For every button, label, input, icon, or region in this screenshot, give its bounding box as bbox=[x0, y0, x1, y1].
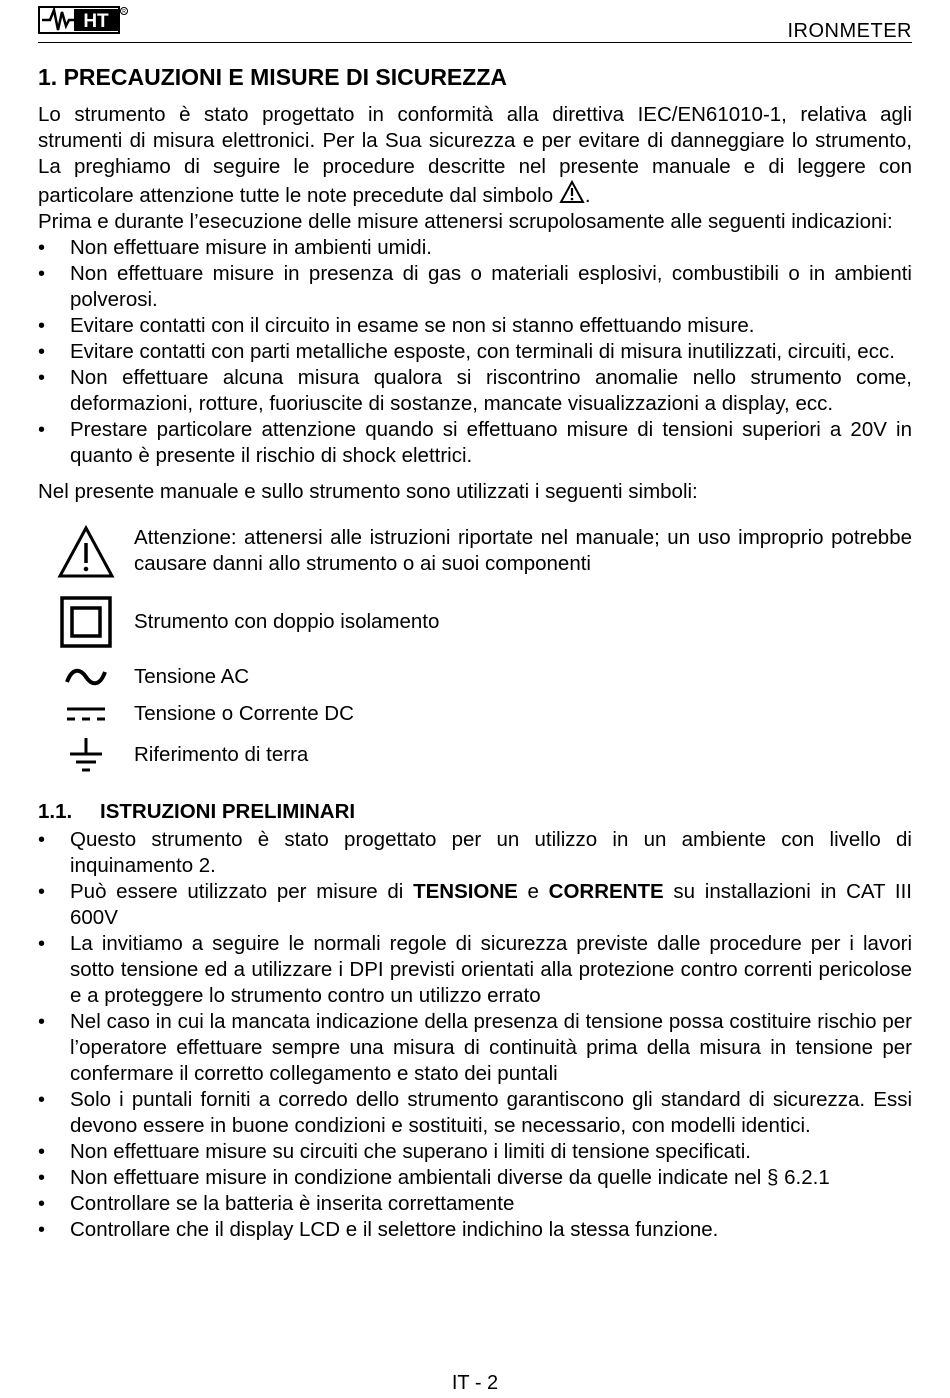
preliminary-bullet-list bbox=[38, 827, 912, 1243]
svg-text:HT: HT bbox=[83, 11, 109, 32]
symbol-cell bbox=[38, 705, 134, 723]
before-measure-paragraph: Prima e durante l’esecuzione delle misure attenersi scrupolosamente alle seguenti indicazioni: bbox=[38, 210, 893, 233]
svg-text:R: R bbox=[122, 9, 126, 15]
warning-triangle-icon bbox=[559, 180, 585, 204]
list-item: • Non effettuare misure in condizione ambientali diverse da quelle indicate nel § 6.2.1 bbox=[38, 1165, 912, 1191]
symbol-cell bbox=[38, 736, 134, 774]
safety-bullet-list bbox=[38, 235, 912, 469]
symbol-description: Riferimento di terra bbox=[134, 743, 309, 766]
symbol-row bbox=[38, 589, 912, 655]
symbol-cell bbox=[38, 665, 134, 689]
bold-term-current: CORRENTE bbox=[548, 880, 664, 903]
list-item: • Nel caso in cui la mancata indicazione della presenza di tensione possa costituire rischio per l’operatore effettuare sempre una misura di continuità prima della misura in tensione per confermare il corretto collegamento e stato dei puntali bbox=[38, 1009, 912, 1087]
list-item-text: Può essere utilizzato per misure di bbox=[70, 880, 414, 903]
symbols-intro: Nel presente manuale e sullo strumento sono utilizzati i seguenti simboli: bbox=[38, 480, 698, 503]
list-item: • Evitare contatti con parti metalliche esposte, con terminali di misura inutilizzati, circuiti, ecc. bbox=[38, 339, 912, 365]
list-item: • Non effettuare alcuna misura qualora si riscontrino anomalie nello strumento come, deformazioni, rotture, fuoriuscite di sostanze, mancate visualizzazioni a display, ecc. bbox=[38, 365, 912, 417]
symbol-description: Strumento con doppio isolamento bbox=[134, 610, 440, 633]
page-number: IT - 2 bbox=[451, 1372, 499, 1394]
double-insulation-icon bbox=[60, 596, 112, 648]
dc-voltage-icon bbox=[65, 705, 107, 723]
symbol-row bbox=[38, 525, 912, 589]
list-item: • Questo strumento è stato progettato per un utilizzo in un ambiente con livello di inquinamento 2. bbox=[38, 827, 912, 879]
page-content bbox=[38, 62, 912, 1243]
section-preliminary bbox=[38, 799, 912, 1243]
list-item: • Non effettuare misure in presenza di gas o materiali esplosivi, combustibili o in ambienti polverosi. bbox=[38, 261, 912, 313]
section-title: 1. PRECAUZIONI E MISURE DI SICUREZZA bbox=[38, 64, 507, 90]
symbol-cell bbox=[38, 525, 134, 579]
ac-voltage-icon bbox=[64, 665, 108, 689]
symbol-description: Tensione o Corrente DC bbox=[134, 702, 354, 725]
subsection-title: ISTRUZIONI PRELIMINARI bbox=[100, 800, 356, 823]
subsection-number: 1.1. bbox=[38, 800, 73, 823]
symbol-row bbox=[38, 659, 912, 695]
list-item-text: e bbox=[517, 880, 549, 903]
symbols-legend bbox=[38, 525, 912, 777]
symbol-description: Tensione AC bbox=[134, 665, 250, 688]
list-item: • Non effettuare misure su circuiti che superano i limiti di tensione specificati. bbox=[38, 1139, 912, 1165]
list-item: • Prestare particolare attenzione quando si effettuano misure di tensioni superiori a 20V in quanto è presente il rischio di shock elettrici. bbox=[38, 417, 912, 469]
subsection-heading bbox=[38, 799, 912, 825]
list-item: • Controllare che il display LCD e il selettore indichino la stessa funzione. bbox=[38, 1217, 912, 1243]
list-item bbox=[38, 879, 912, 931]
symbol-description: Attenzione: attenersi alle istruzioni riportate nel manuale; un uso improprio potrebbe causare danni allo strumento o ai suoi componenti bbox=[134, 526, 912, 575]
intro-end: . bbox=[584, 184, 591, 207]
list-item-text: su installazioni in CAT III 600V bbox=[70, 880, 912, 929]
ground-icon bbox=[68, 736, 104, 774]
intro-paragraph bbox=[38, 102, 912, 209]
document-title: IRONMETER bbox=[787, 20, 912, 42]
ht-logo bbox=[38, 6, 133, 34]
page-header bbox=[38, 6, 912, 43]
symbol-row bbox=[38, 733, 912, 777]
bold-term-tension: TENSIONE bbox=[413, 880, 518, 903]
list-item: • La invitiamo a seguire le normali regole di sicurezza previste dalle procedure per i lavori sotto tensione ed a utilizzare i DPI previsti orientati alla protezione contro correnti pericolose e a proteggere lo strumento contro un utilizzo errato bbox=[38, 931, 912, 1009]
symbol-row bbox=[38, 695, 912, 733]
list-item: • Non effettuare misure in ambienti umidi. bbox=[38, 235, 912, 261]
warning-triangle-icon bbox=[57, 525, 115, 579]
list-item: • Evitare contatti con il circuito in esame se non si stanno effettuando misure. bbox=[38, 313, 912, 339]
list-item: • Solo i puntali forniti a corredo dello strumento garantiscono gli standard di sicurezza. Essi devono essere in buone condizioni e sostituiti, se necessario, con modelli identici. bbox=[38, 1087, 912, 1139]
intro-text: Lo strumento è stato progettato in conformità alla direttiva IEC/EN61010-1, relativa agli strumenti di misura elettronici. Per la Sua sicurezza e per evitare di danneggiare lo strumento, La preghiamo di seguire le procedure descritte nel presente manuale e di leggere con particolare attenzione tutte le note precedute dal simbolo bbox=[38, 103, 912, 207]
symbol-cell bbox=[38, 596, 134, 648]
list-item: • Controllare se la batteria è inserita correttamente bbox=[38, 1191, 912, 1217]
